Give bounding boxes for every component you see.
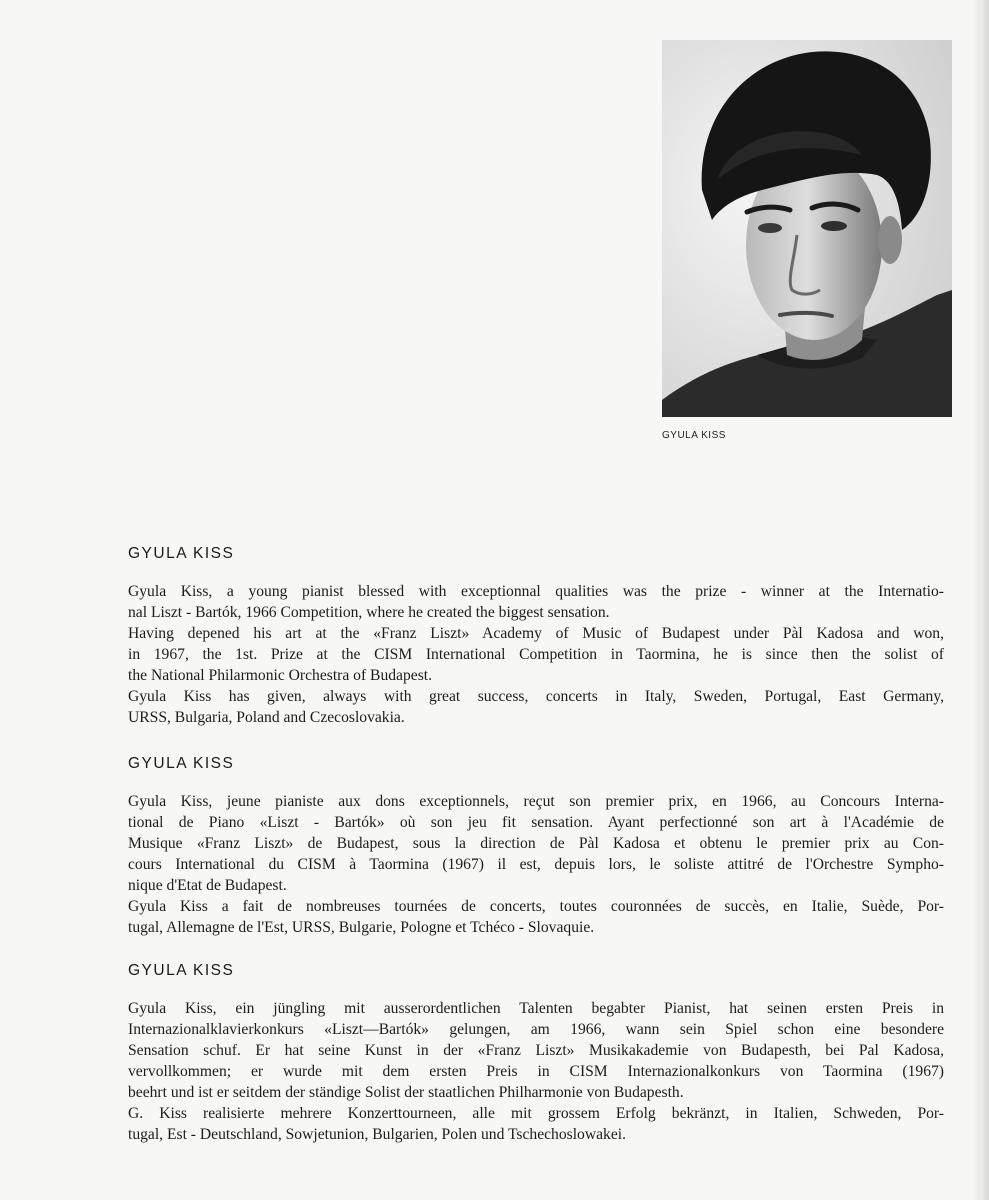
text-line: Gyula Kiss has given, always with great success, concerts in Italy, Sweden, Portugal, East Germany, xyxy=(128,688,944,705)
text-line: nal Liszt - Bartók, 1966 Competition, where he created the biggest sensation. xyxy=(128,604,610,621)
text-line: Gyula Kiss a fait de nombreuses tournées de concerts, toutes couronnées de succès, en Italie, Suède, Por- xyxy=(128,898,944,915)
text-line: in 1967, the 1st. Prize at the CISM International Competition in Taormina, he is since then the solist of xyxy=(128,646,944,663)
text-line: tugal, Est - Deutschland, Sowjetunion, Bulgarien, Polen und Tschechoslowakei. xyxy=(128,1126,626,1143)
text-line: the National Philarmonic Orchestra of Budapest. xyxy=(128,667,432,684)
text-line: beehrt und ist er seitdem der ständige Solist der staatlichen Philharmonie von Budapesth. xyxy=(128,1084,684,1101)
section-heading: GYULA KISS xyxy=(128,755,235,772)
text-line: Gyula Kiss, jeune pianiste aux dons exceptionnels, reçut son premier prix, en 1966, au Concours Interna- xyxy=(128,793,944,810)
text-line: tional de Piano «Liszt - Bartók» où son jeu fit sensation. Ayant perfectionné son art à l'Académie de xyxy=(128,814,944,831)
section-heading: GYULA KISS xyxy=(128,545,235,562)
paragraph-german xyxy=(128,998,944,1145)
text-line: G. Kiss realisierte mehrere Konzerttourneen, alle mit grossem Erfolg bekränzt, in Italien, Schweden, Por- xyxy=(128,1105,944,1122)
section-heading: GYULA KISS xyxy=(128,962,235,979)
text-line: Musique «Franz Liszt» de Budapest, sous la direction de Pàl Kadosa et obtenu le premier prix au Con- xyxy=(128,835,944,852)
section-french xyxy=(128,755,944,938)
paragraph-english xyxy=(128,581,944,728)
section-german xyxy=(128,962,944,1145)
text-line: cours International du CISM à Taormina (1967) il est, depuis lors, le soliste attitré de l'Orchestre Sympho- xyxy=(128,856,944,873)
photo-caption: GYULA KISS xyxy=(662,430,726,441)
text-line: Sensation schuf. Er hat seine Kunst in der «Franz Liszt» Musikakademie von Budapesth, bei Pal Kadosa, xyxy=(128,1042,944,1059)
text-line: nique d'Etat de Budapest. xyxy=(128,877,287,894)
text-line: Gyula Kiss, a young pianist blessed with exceptionnal qualities was the prize - winner at the Internatio- xyxy=(128,583,944,600)
page-edge-shadow xyxy=(971,0,989,1200)
text-line: Internazionalklavierkonkurs «Liszt—Bartók» gelungen, am 1966, wann sein Spiel schon eine besondere xyxy=(128,1021,944,1038)
portrait-photo xyxy=(662,40,952,417)
text-line: URSS, Bulgaria, Poland and Czecoslovakia. xyxy=(128,709,405,726)
paragraph-french xyxy=(128,791,944,938)
text-line: Having depened his art at the «Franz Liszt» Academy of Music of Budapest under Pàl Kadosa and won, xyxy=(128,625,944,642)
section-english xyxy=(128,545,944,728)
text-line: tugal, Allemagne de l'Est, URSS, Bulgarie, Pologne et Tchéco - Slovaquie. xyxy=(128,919,595,936)
text-line: Gyula Kiss, ein jüngling mit ausserordentlichen Talenten begabter Pianist, hat seinen ersten Preis in xyxy=(128,1000,944,1017)
text-line: vervollkommen; er wurde mit dem ersten Preis in CISM Internazionalkonkurs von Taormina (1967) xyxy=(128,1063,944,1080)
